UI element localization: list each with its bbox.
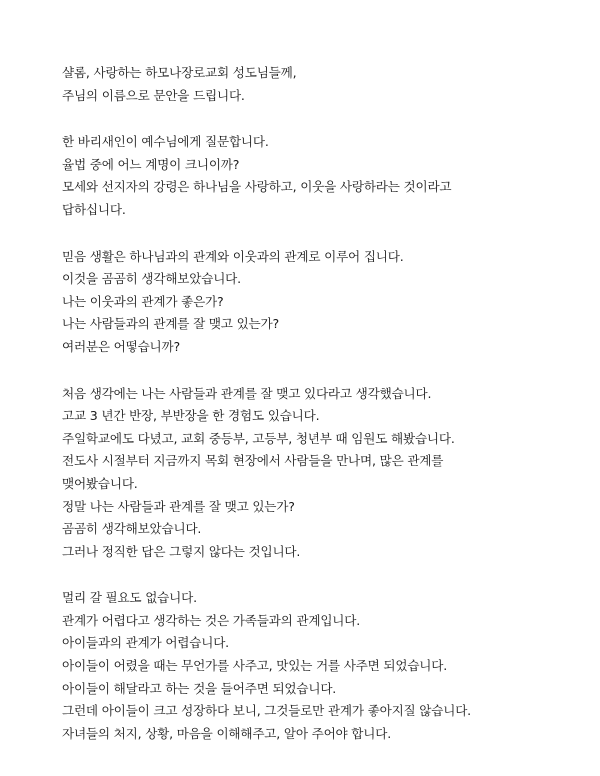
- text-line: 한 바리새인이 예수님에게 질문합니다.: [62, 134, 269, 150]
- text-line: 나는 사람들과의 관계를 잘 맺고 있는가?: [62, 316, 279, 332]
- text-line: 아이들이 해달라고 하는 것을 들어주면 되었습니다.: [62, 680, 337, 696]
- text-line: 관계가 어렵다고 생각하는 것은 가족들과의 관계입니다.: [62, 612, 361, 628]
- text-line: 이것을 곰곰히 생각해보았습니다.: [62, 271, 241, 287]
- text-line: 정말 나는 사람들과 관계를 잘 맺고 있는가?: [62, 498, 295, 514]
- text-line: 아이들이 어렸을 때는 무언가를 사주고, 맛있는 거를 사주면 되었습니다.: [62, 658, 448, 674]
- letter-body: [62, 62, 562, 769]
- text-line: 멀리 갈 필요도 없습니다.: [62, 590, 197, 606]
- text-line: 믿음 생활은 하나님과의 관계와 이웃과의 관계로 이루어 집니다.: [62, 248, 404, 264]
- text-line: 주일학교에도 다녔고, 교회 중등부, 고등부, 청년부 때 임원도 해봤습니다.: [62, 430, 455, 446]
- text-line: 그런데 아이들이 크고 성장하다 보니, 그것들로만 관계가 좋아지질 않습니다.: [62, 703, 471, 719]
- text-line: 모세와 선지자의 강령은 하나님을 사랑하고, 이웃을 사랑하라는 것이라고: [62, 179, 452, 195]
- text-line: 답하십니다.: [62, 201, 126, 217]
- text-line: 그러나 정직한 답은 그렇지 않다는 것입니다.: [62, 543, 301, 559]
- text-line: 아이들과의 관계가 어렵습니다.: [62, 635, 229, 651]
- paragraph-faith-life: [62, 246, 562, 359]
- text-line: 여러분은 어떻습니까?: [62, 338, 180, 354]
- text-line: 처음 생각에는 나는 사람들과 관계를 잘 맺고 있다라고 생각했습니다.: [62, 385, 432, 401]
- text-line: 주님의 이름으로 문안을 드립니다.: [62, 87, 245, 103]
- text-line: 곰곰히 생각해보았습니다.: [62, 521, 202, 537]
- text-line: 맺어봤습니다.: [62, 475, 138, 491]
- paragraph-question: [62, 131, 562, 221]
- paragraph-family: [62, 587, 562, 745]
- text-line: 고교 3 년간 반장, 부반장을 한 경험도 있습니다.: [62, 408, 320, 424]
- text-line: 나는 이웃과의 관계가 좋은가?: [62, 293, 224, 309]
- paragraph-greeting: [62, 62, 562, 107]
- paragraph-reflection: [62, 383, 562, 564]
- text-line: 자녀들의 처지, 상황, 마음을 이해해주고, 알아 주어야 합니다.: [62, 725, 392, 741]
- text-line: 샬롬, 사랑하는 하모나장로교회 성도님들께,: [62, 65, 297, 80]
- text-line: 율법 중에 어느 계명이 크니이까?: [62, 156, 240, 172]
- text-line: 전도사 시절부터 지금까지 목회 현장에서 사람들을 만나며, 많은 관계를: [62, 453, 444, 469]
